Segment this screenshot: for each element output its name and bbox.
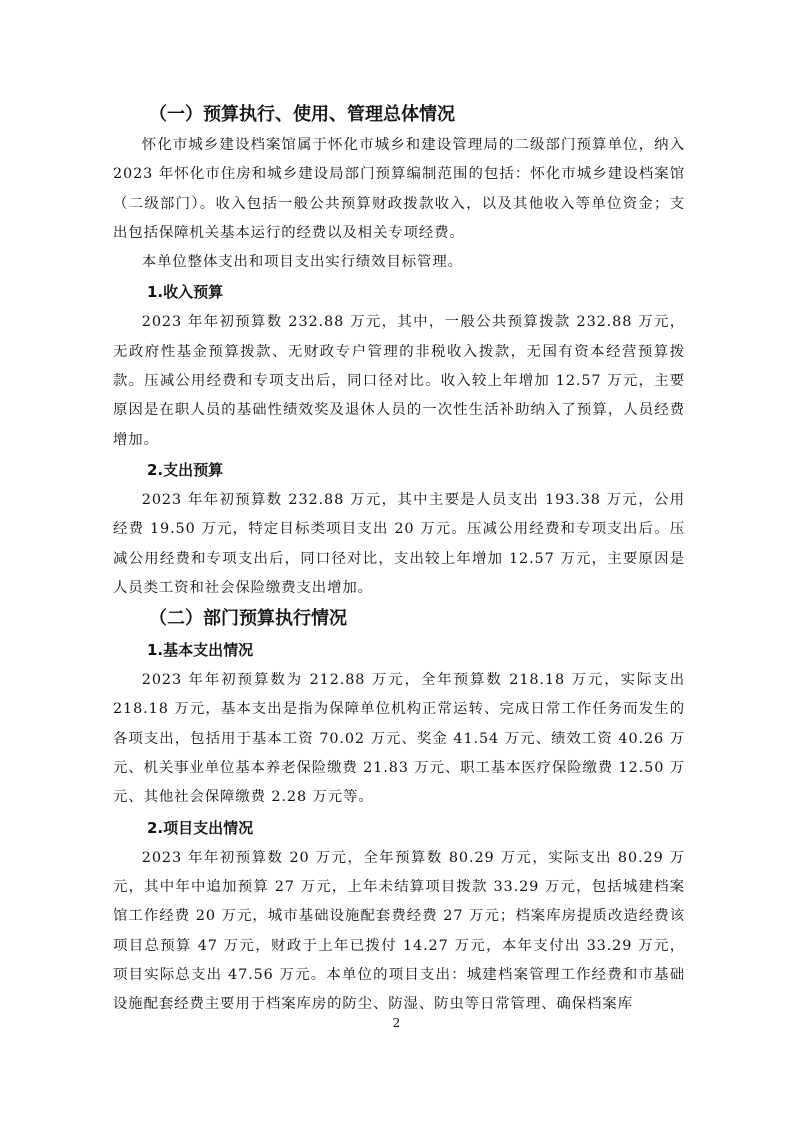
section-heading-overall: （一）预算执行、使用、管理总体情况 — [149, 104, 455, 125]
page-number: 2 — [392, 1016, 401, 1030]
document-body — [113, 99, 685, 1019]
section-heading-execution: （二）部门预算执行情况 — [149, 608, 347, 630]
paragraph-expenditure-budget: 2023 年年初预算数 232.88 万元，其中主要是人员支出 193.38 万元，公用经费 19.50 万元，特定目标类项目支出 20 万元。压减公用经费和专项支出后。压减公用经费和专项支出后，同口径对比，支出较上年增加 12.57 万元，主要原因是人员类工资和社会保险缴费支出增加。 — [113, 491, 685, 596]
subheading-project-expenditure: 2.项目支出情况 — [147, 818, 254, 837]
paragraph-performance-management: 本单位整体支出和项目支出实行绩效目标管理。 — [141, 254, 463, 271]
subheading-basic-expenditure: 1.基本支出情况 — [147, 641, 254, 660]
subheading-expenditure-budget: 2.支出预算 — [147, 460, 224, 479]
paragraph-project-expenditure: 2023 年年初预算数 20 万元，全年预算数 80.29 万元，实际支出 80.29 万元，其中年中追加预算 27 万元，上年未结算项目拨款 33.29 万元，包括城建档案馆工作经费 20 万元，城市基础设施配套费经费 27 万元；档案库房提质改造经费该项目总预算 47 万元，财政于上年已拨付 14.27 万元，本年支付出 33.29 万元，项目实际总支出 47.56 万元。本单位的项目支出：城建档案管理工作经费和市基础设施配套经费主要用于档案库房的防尘、防湿、防虫等日常管理、确保档案库 — [113, 849, 685, 1013]
paragraph-income-budget: 2023 年年初预算数 232.88 万元，其中，一般公共预算拨款 232.88 万元，无政府性基金预算拨款、无财政专户管理的非税收入拨款，无国有资本经营预算拨款。压减公用经费和专项支出后，同口径对比。收入较上年增加 12.57 万元，主要原因是在职人员的基础性绩效奖及退休人员的一次性生活补助纳入了预算，人员经费增加。 — [113, 314, 685, 448]
paragraph-overview: 怀化市城乡建设档案馆属于怀化市城乡和建设管理局的二级部门预算单位，纳入 2023 年怀化市住房和城乡建设局部门预算编制范围的包括：怀化市城乡建设档案馆（二级部门）。收入包括一般公共预算财政拨款收入，以及其他收入等单位资金；支出包括保障机关基本运行的经费以及相关专项经费。 — [113, 137, 685, 241]
paragraph-basic-expenditure: 2023 年年初预算数为 212.88 万元，全年预算数 218.18 万元，实际支出 218.18 万元，基本支出是指为保障单位机构正常运转、完成日常工作任务而发生的各项支出，包括用于基本工资 70.02 万元、奖金 41.54 万元、绩效工资 40.26 万元、机关事业单位基本养老保险缴费 21.83 万元、职工基本医疗保险缴费 12.50 万元、其他社会保障缴费 2.28 万元等。 — [113, 672, 686, 806]
subheading-income-budget: 1.收入预算 — [147, 283, 224, 302]
